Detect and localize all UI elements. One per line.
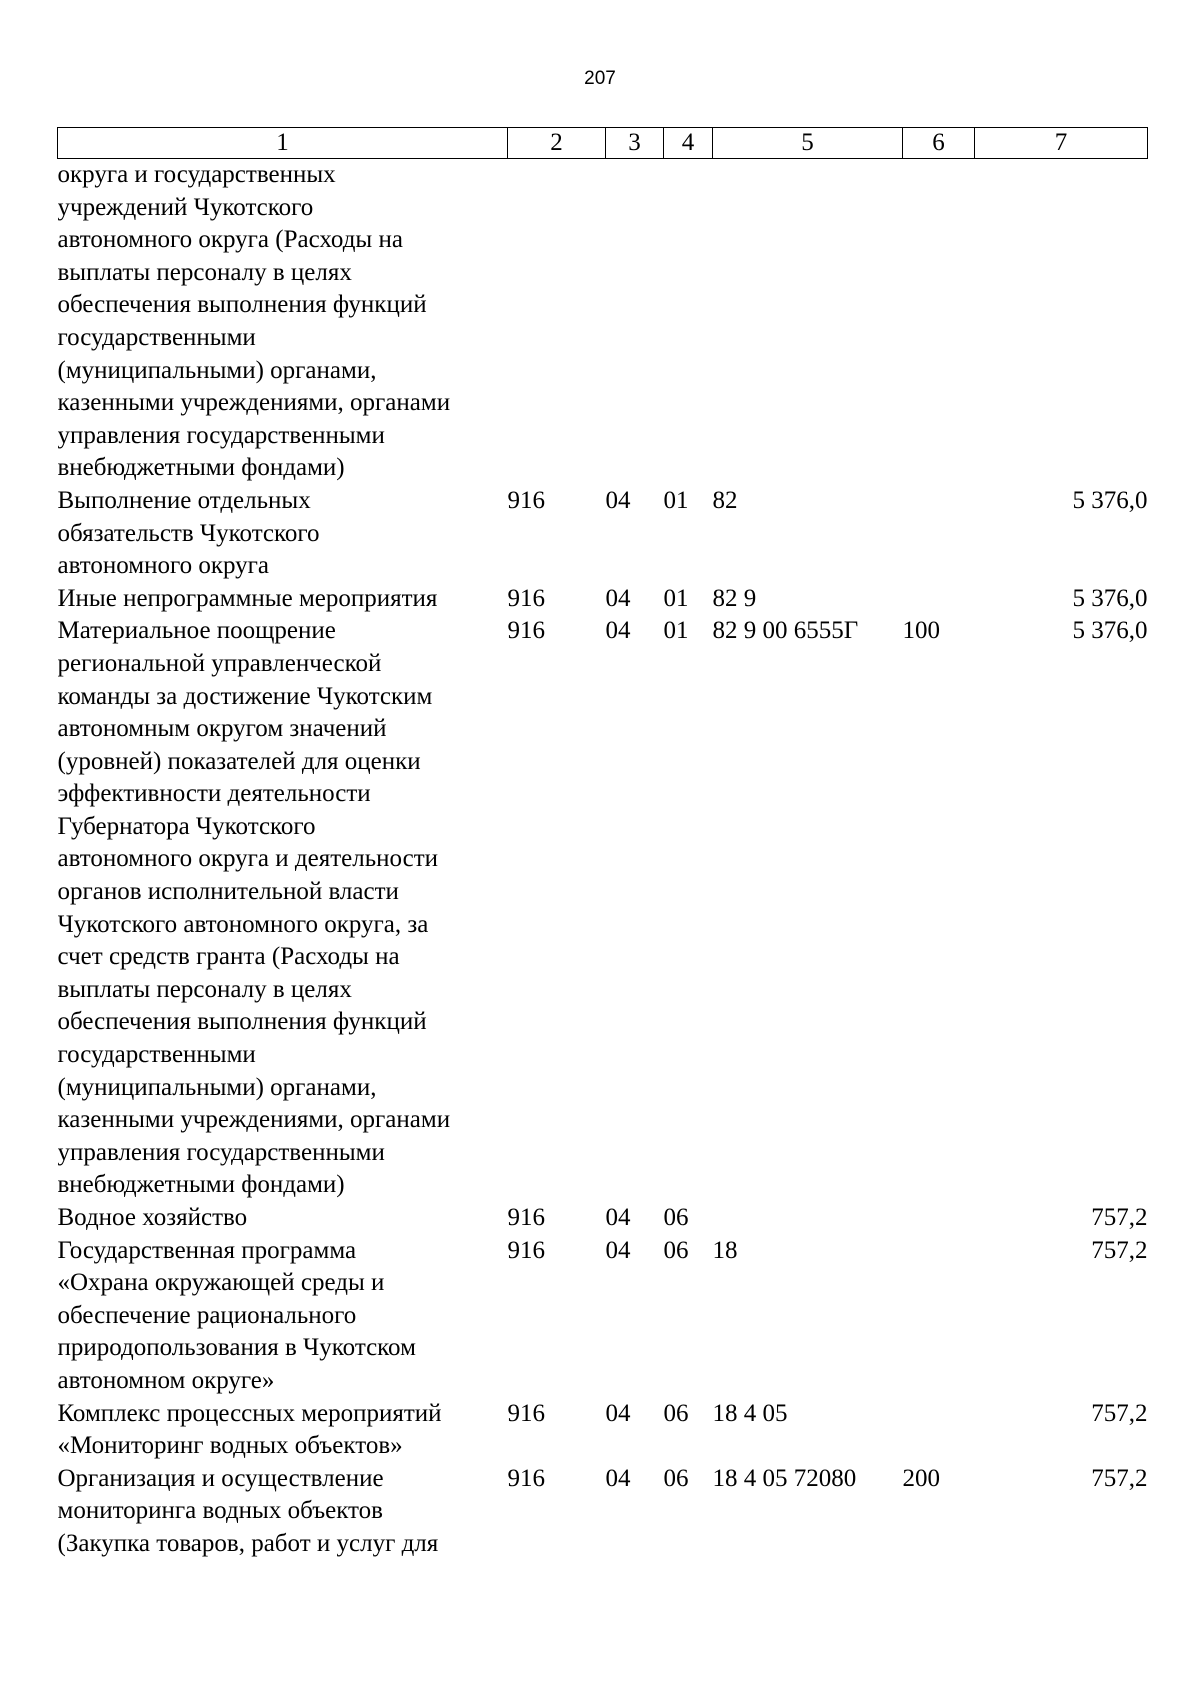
row-target-article: 18 4 05 72080 <box>712 1464 857 1492</box>
header-col-5: 5 <box>713 128 903 159</box>
row-target-article: 82 9 00 6555Г <box>712 617 859 645</box>
row-section <box>606 159 664 485</box>
row-target-article <box>713 1202 903 1235</box>
table-row <box>58 615 1148 1202</box>
row-amount: 5 376,0 <box>1072 584 1148 612</box>
header-col-3: 3 <box>606 128 664 159</box>
row-description: Организация и осуществление мониторинга водных объектов (Закупка товаров, работ и услуг для <box>57 1464 439 1557</box>
table-row <box>58 1202 1148 1235</box>
row-description: Выполнение отдельных обязательств Чукотского автономного округа <box>57 486 320 580</box>
row-section: 04 <box>605 1236 631 1264</box>
row-ministry-code: 916 <box>507 1399 545 1427</box>
table-row <box>58 1235 1148 1398</box>
row-section: 04 <box>605 1399 631 1427</box>
row-section: 04 <box>605 486 631 514</box>
row-subsection: 01 <box>663 617 689 645</box>
table-row <box>58 485 1148 583</box>
row-subsection: 06 <box>663 1399 689 1427</box>
row-target-article <box>713 159 903 485</box>
header-col-1: 1 <box>58 128 508 159</box>
row-ministry-code: 916 <box>507 1204 545 1231</box>
header-col-7: 7 <box>975 128 1148 159</box>
row-subsection: 01 <box>663 486 689 514</box>
row-expense-type <box>903 485 975 583</box>
row-subsection: 06 <box>663 1236 689 1264</box>
table-row <box>58 1463 1148 1561</box>
row-amount: 5 376,0 <box>1072 486 1148 514</box>
row-subsection <box>664 159 713 485</box>
row-section: 04 <box>605 584 631 612</box>
row-amount: 757,2 <box>1091 1399 1148 1427</box>
table-row <box>58 159 1148 485</box>
row-section: 04 <box>605 617 631 645</box>
row-ministry-code: 916 <box>507 617 545 645</box>
row-expense-type: 200 <box>902 1464 940 1492</box>
row-section: 04 <box>605 1204 631 1231</box>
row-target-article: 82 9 <box>712 584 757 612</box>
row-subsection: 06 <box>663 1464 689 1492</box>
header-col-6: 6 <box>903 128 975 159</box>
row-expense-type: 100 <box>902 617 940 645</box>
row-target-article: 82 <box>712 486 738 514</box>
header-row <box>58 128 1148 159</box>
page-number: 207 <box>584 68 616 89</box>
table-header <box>58 128 1148 159</box>
header-col-4: 4 <box>664 128 713 159</box>
row-ministry-code: 916 <box>507 1464 545 1492</box>
row-amount: 757,2 <box>1091 1236 1148 1264</box>
row-amount <box>975 159 1148 485</box>
row-description: Государственная программа «Охрана окружающей среды и обеспечение рационального природопользования в Чукотском автономном округе» <box>57 1236 416 1394</box>
row-amount: 757,2 <box>1091 1204 1148 1231</box>
row-amount: 757,2 <box>1091 1464 1148 1492</box>
row-subsection: 01 <box>663 584 689 612</box>
row-description: Комплекс процессных мероприятий «Мониторинг водных объектов» <box>57 1399 442 1460</box>
row-expense-type <box>903 1235 975 1398</box>
row-ministry-code: 916 <box>507 486 545 514</box>
row-expense-type <box>903 1202 975 1235</box>
row-target-article: 18 4 05 <box>712 1399 788 1427</box>
header-col-2: 2 <box>508 128 606 159</box>
table-row <box>58 1398 1148 1463</box>
row-description: Водное хозяйство <box>57 1204 248 1231</box>
row-description: Материальное поощрение региональной управленческой команды за достижение Чукотским автономным округом значений (уровней) показателей для оценки эффективности деятельности Губернатора Чукотского автономного округа и деятельности органов исполнительной власти Чукотского автономного округа, за счет средств гранта (Расходы на выплаты персоналу в целях обеспечения выполнения функций государственными (муниципальными) органами, казенными учреждениями, органами управления государственными внебюджетными фондами) <box>57 617 451 1199</box>
row-amount: 5 376,0 <box>1072 617 1148 645</box>
row-target-article: 18 <box>712 1236 738 1264</box>
row-ministry-code: 916 <box>507 584 545 612</box>
table-row <box>58 583 1148 616</box>
row-description: округа и государственных учреждений Чукотского автономного округа (Расходы на выплаты персоналу в целях обеспечения выполнения функций государственными (муниципальными) органами, казенными учреждениями, органами управления государственными внебюджетными фондами) <box>57 161 451 482</box>
row-description: Иные непрограммные мероприятия <box>57 584 438 612</box>
row-ministry-code <box>508 159 606 485</box>
budget-table <box>57 127 1148 1561</box>
row-section: 04 <box>605 1464 631 1492</box>
row-expense-type <box>903 583 975 616</box>
row-expense-type <box>903 1398 975 1463</box>
row-expense-type <box>903 159 975 485</box>
row-subsection: 06 <box>663 1204 689 1231</box>
table-body <box>58 159 1148 1561</box>
row-ministry-code: 916 <box>507 1236 545 1264</box>
